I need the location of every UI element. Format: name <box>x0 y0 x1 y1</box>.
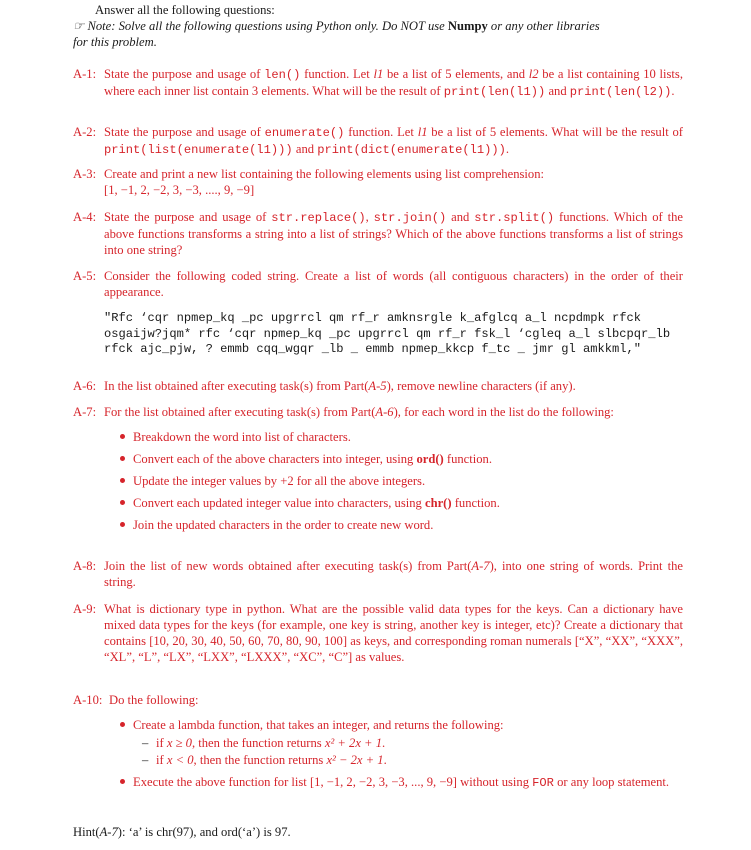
question-label: A-7: <box>73 405 97 419</box>
question-a10 <box>73 692 683 797</box>
list-item: Update the integer values by +2 for all the above integers. <box>133 473 683 489</box>
question-label: A-5: <box>73 269 97 283</box>
instructions-title: Answer all the following questions: <box>95 3 275 17</box>
list-item: Execute the above function for list [1, −1, 2, −2, 3, −3, ..., 9, −9] without using FOR or any loop statement. <box>133 774 683 791</box>
task-list <box>109 717 683 791</box>
question-label: A-6: <box>73 379 97 393</box>
question-a4 <box>73 209 683 258</box>
note-line-2: for this problem. <box>73 35 157 49</box>
condition-item: – if x < 0, then the function returns x² − 2x + 1. <box>156 752 683 768</box>
list-item: Create a lambda function, that takes an integer, and returns the following: – if x ≥ 0, then the function returns x² + 2x + 1. – if x < 0, then the function returns x² − 2x + 1. <box>133 717 683 768</box>
list-item: Join the updated characters in the order to create new word. <box>133 517 683 533</box>
condition-item: – if x ≥ 0, then the function returns x² + 2x + 1. <box>156 735 683 751</box>
list-item: Convert each of the above characters into integer, using ord() function. <box>133 451 683 467</box>
question-label: A-1: <box>73 67 97 81</box>
question-text: Do the following: Create a lambda function, that takes an integer, and returns the following: – if x ≥ 0, then the function returns x² + 2x + 1. – if x < 0, then the function returns x² − 2x + 1. Execute the above function for list [1, −1, 2, −2, 3, −3, ..., 9, −9] without using FOR or any loop statement. <box>109 692 683 791</box>
list-item: Breakdown the word into list of characters. <box>133 429 683 445</box>
question-label: A-3: <box>73 167 97 181</box>
question-a6 <box>73 378 683 394</box>
condition-list <box>133 735 683 768</box>
question-a3 <box>73 166 683 198</box>
question-a1 <box>73 66 683 100</box>
pointing-hand-icon: ☞ <box>73 19 85 33</box>
task-list <box>104 429 683 533</box>
question-label: A-2: <box>73 125 97 139</box>
question-label: A-4: <box>73 210 97 224</box>
question-text: Create and print a new list containing the following elements using list comprehension: [1, −1, 2, −2, 3, −3, ...., 9, −9] <box>104 167 544 197</box>
question-label: A-8: <box>73 559 97 573</box>
question-a2 <box>73 124 683 158</box>
question-text: For the list obtained after executing task(s) from Part(A-6), for each word in the list do the following: Breakdown the word into list of characters. Convert each of the above characters into integer, using ord() function. Update the integer values by +2 for all the above integers. Convert each updated integer value into characters, using chr() function. Join the updated characters in the order to create new word. <box>104 404 683 533</box>
question-text: Consider the following coded string. Create a list of words (all contiguous characters) in the order of their appearance. "Rfc ‘cqr npmep_kq _pc upgrrcl qm rf_r amknsrgle k_afglcq a_l ncpdmpk rfck osgaijw?jqm* rfc ‘cqr npmep_kq _pc upgrrcl qm rf_r fsk_l ‘cgleq a_l slbcpqr_lb rfck ajc_pjw, ? emmb cqq_wgqr _lb _ emmb npmep_kkcp f_tc _ jmr gl amkkml," <box>104 269 683 356</box>
question-label: A-9: <box>73 602 97 616</box>
coded-string-block: "Rfc ‘cqr npmep_kq _pc upgrrcl qm rf_r amknsrgle k_afglcq a_l ncpdmpk rfck osgaijw?jqm* rfc ‘cqr npmep_kq _pc upgrrcl qm rf_r fsk_l ‘cgleq a_l slbcpqr_lb rfck ajc_pjw, ? emmb cqq_wgqr _lb _ emmb npmep_kkcp f_tc _ jmr gl amkkml," <box>104 311 671 356</box>
note-line: ☞ Note: Solve all the following questions using Python only. Do NOT use Numpy or any other libraries <box>73 19 600 33</box>
list-item: Convert each updated integer value into characters, using chr() function. <box>133 495 683 511</box>
hint-line: Hint(A-7): ‘a’ is chr(97), and ord(‘a’) is 97. <box>73 825 291 839</box>
question-text: Join the list of new words obtained after executing task(s) from Part(A-7), into one string of words. Print the string. <box>104 559 683 589</box>
question-text: State the purpose and usage of enumerate() function. Let l1 be a list of 5 elements. What will be the result of print(list(enumerate(l1))) and print(dict(enumerate(l1))). <box>104 125 683 157</box>
question-a5 <box>73 268 683 358</box>
question-text: State the purpose and usage of len() function. Let l1 be a list of 5 elements, and l2 be a list containing 10 lists, where each inner list contain 3 elements. What will be the result of print(len(l1)) and print(len(l2)). <box>104 67 683 99</box>
question-text: State the purpose and usage of str.replace(), str.join() and str.split() functions. Which of the above functions transforms a string into a list of strings? Which of the above functions transforms a list of strings into one string? <box>104 210 683 257</box>
instructions-header <box>73 2 683 50</box>
question-text: In the list obtained after executing task(s) from Part(A-5), remove newline characters (if any). <box>104 379 576 393</box>
math-list: [1, −1, 2, −2, 3, −3, ...., 9, −9] <box>104 183 255 197</box>
question-a9 <box>73 601 683 665</box>
question-a8 <box>73 558 683 590</box>
question-text: What is dictionary type in python. What are the possible valid data types for the keys. Can a dictionary have mixed data types for the keys (for example, one key is string, another key is integer, etc)? Create a dictionary that contains [10, 20, 30, 40, 50, 60, 70, 80, 90, 100] as keys, and corresponding roman numerals [“X”, “XX”, “XXX”, “XL”, “L”, “LX”, “LXX”, “LXXX”, “XC”, “C”] as values. <box>104 602 684 664</box>
question-label: A-10: <box>73 693 103 707</box>
question-a7 <box>73 404 683 539</box>
